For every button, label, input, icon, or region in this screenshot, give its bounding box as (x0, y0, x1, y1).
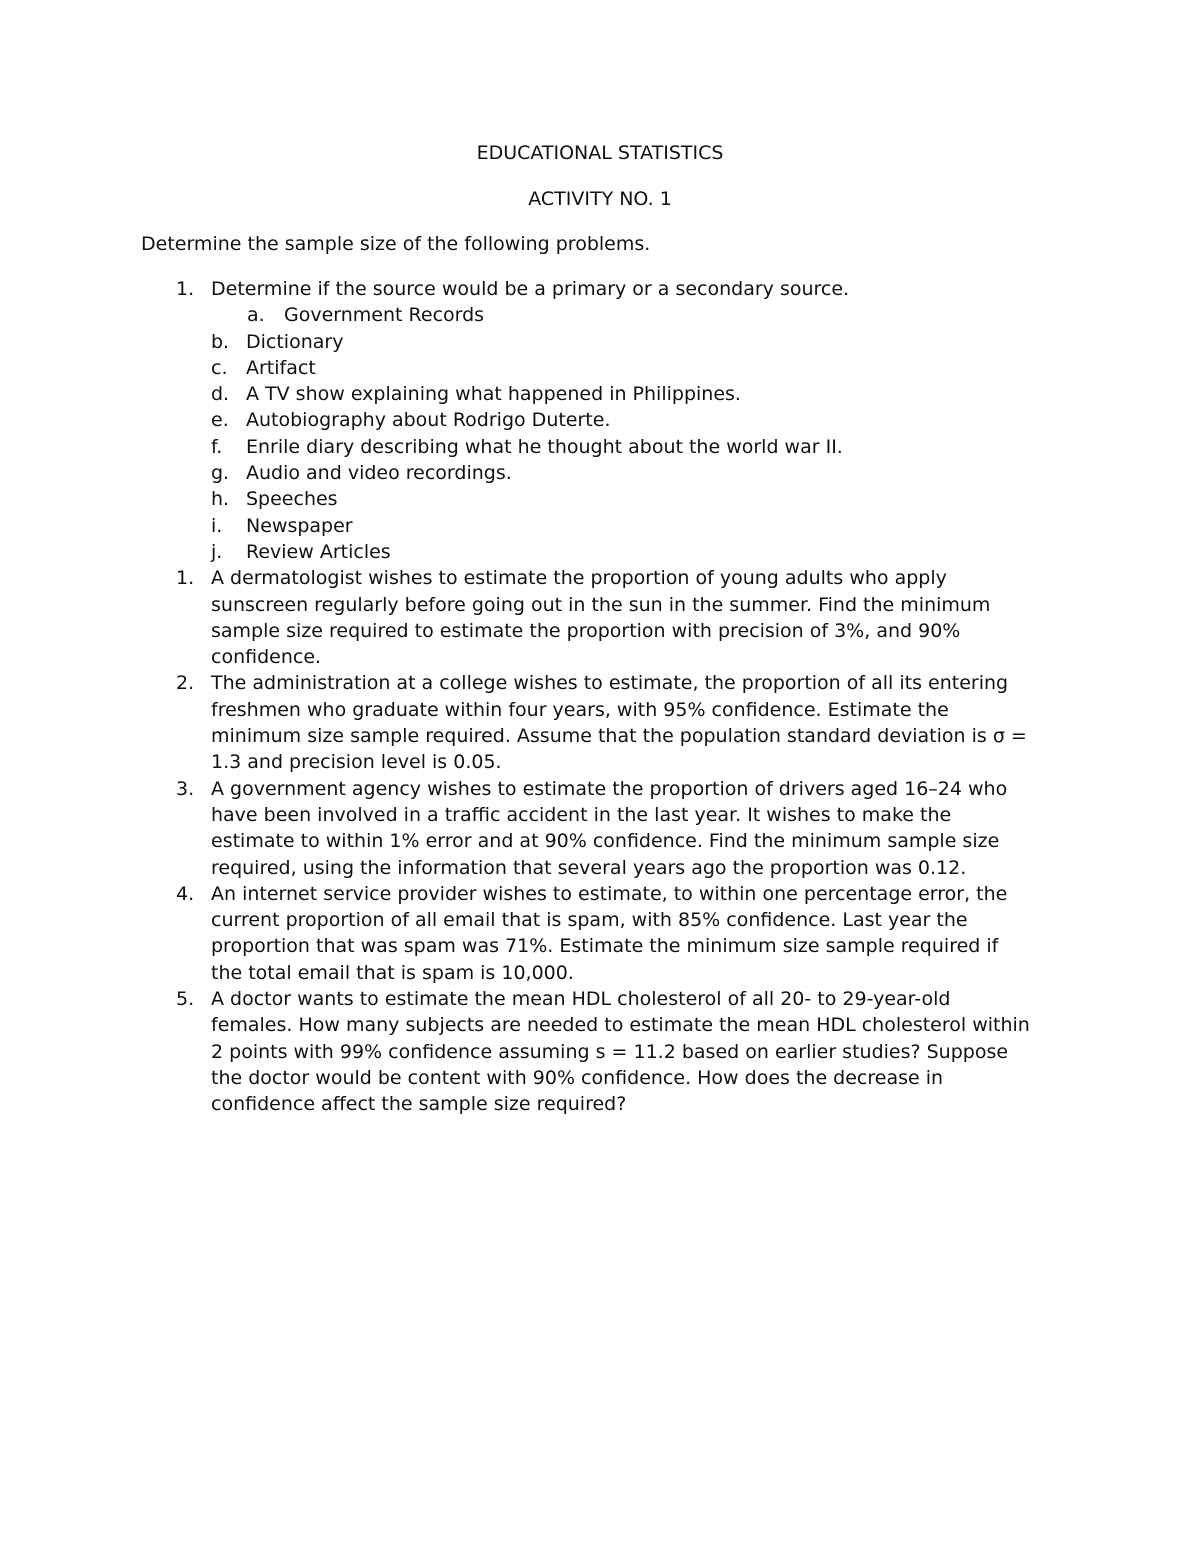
list-item (0, 276, 1200, 302)
sub-item-text: Audio and video recordings. (246, 462, 512, 485)
problem-text (211, 565, 1061, 670)
sub-item-letter: j. (211, 540, 223, 563)
problem-line: confidence affect the sample size required? (211, 1093, 627, 1116)
problem-item (0, 670, 1200, 775)
sub-item-text: Newspaper (246, 514, 353, 537)
sub-item-letter: e. (211, 409, 229, 432)
sub-item-letter: h. (211, 488, 230, 511)
problem-line: A doctor wants to estimate the mean HDL cholesterol of all 20- to 29-year-old (211, 988, 951, 1011)
problem-line: freshmen who graduate within four years, with 95% confidence. Estimate the (211, 698, 949, 721)
activity-list (0, 276, 1200, 1118)
problem-number: 4. (176, 882, 195, 905)
problem-line: 2 points with 99% confidence assuming s = 11.2 based on earlier studies? Suppose (211, 1040, 1009, 1063)
problem-text (211, 986, 1061, 1117)
problem-text (211, 881, 1061, 986)
sub-list-item (0, 513, 1200, 539)
sub-list-item (0, 434, 1200, 460)
sub-item-letter: d. (211, 383, 230, 406)
problem-item (0, 565, 1200, 670)
problem-item (0, 881, 1200, 986)
sub-item-text: Artifact (246, 356, 316, 379)
problem-number: 1. (176, 567, 195, 590)
activity-number: ACTIVITY NO. 1 (528, 188, 672, 210)
sub-list-item (0, 486, 1200, 512)
problem-line: have been involved in a traffic accident in the last year. It wishes to make the (211, 803, 952, 826)
problem-item (0, 776, 1200, 881)
problem-line: The administration at a college wishes to estimate, the proportion of all its entering (211, 672, 1009, 695)
sub-list-item (0, 302, 1200, 328)
problem-text (211, 776, 1061, 881)
sub-list-item (0, 381, 1200, 407)
problem-line: required, using the information that several years ago the proportion was 0.12. (211, 856, 967, 879)
sub-list-item (0, 329, 1200, 355)
sub-item-letter: i. (211, 514, 223, 537)
sub-item-text: Review Articles (246, 540, 391, 563)
sub-item-text: Government Records (284, 304, 485, 327)
sub-item-text: A TV show explaining what happened in Philippines. (246, 383, 741, 406)
sub-item-letter: c. (211, 356, 228, 379)
problem-line: 1.3 and precision level is 0.05. (211, 751, 502, 774)
problem-number: 5. (176, 988, 195, 1011)
problem-line: proportion that was spam was 71%. Estimate the minimum size sample required if (211, 935, 999, 958)
sub-item-text: Dictionary (246, 330, 344, 353)
sub-item-letter: f. (211, 435, 223, 458)
sub-item-text: Enrile diary describing what he thought about the world war II. (246, 435, 843, 458)
problem-line: An internet service provider wishes to estimate, to within one percentage error, the (211, 882, 1008, 905)
problem-line: estimate to within 1% error and at 90% confidence. Find the minimum sample size (211, 830, 1000, 853)
problem-text (211, 670, 1061, 775)
sub-item-letter: b. (211, 330, 230, 353)
document-title: EDUCATIONAL STATISTICS (476, 142, 724, 164)
instruction-text: Determine the sample size of the following problems. (141, 233, 651, 255)
problem-number: 3. (176, 777, 195, 800)
sub-list-item (0, 407, 1200, 433)
sub-item-letter: g. (211, 462, 230, 485)
sub-item-text: Autobiography about Rodrigo Duterte. (246, 409, 611, 432)
sub-list-item (0, 355, 1200, 381)
problem-line: sunscreen regularly before going out in the sun in the summer. Find the minimum (211, 593, 991, 616)
problem-line: minimum size sample required. Assume that the population standard deviation is σ = (211, 725, 1027, 748)
problem-line: confidence. (211, 646, 322, 669)
sub-list-item (0, 460, 1200, 486)
problem-line: the doctor would be content with 90% confidence. How does the decrease in (211, 1066, 944, 1089)
sub-item-letter: a. (247, 304, 265, 327)
problem-line: A dermatologist wishes to estimate the proportion of young adults who apply (211, 567, 947, 590)
problem-line: females. How many subjects are needed to estimate the mean HDL cholesterol within (211, 1014, 1030, 1037)
problem-item (0, 986, 1200, 1117)
item-number: 1. (176, 278, 195, 300)
problem-line: A government agency wishes to estimate the proportion of drivers aged 16–24 who (211, 777, 1008, 800)
problem-line: sample size required to estimate the proportion with precision of 3%, and 90% (211, 619, 961, 642)
problem-number: 2. (176, 672, 195, 695)
sub-list-item (0, 539, 1200, 565)
item-text: Determine if the source would be a primary or a secondary source. (211, 278, 850, 300)
problem-line: the total email that is spam is 10,000. (211, 961, 574, 984)
sub-item-text: Speeches (246, 488, 338, 511)
problem-line: current proportion of all email that is spam, with 85% confidence. Last year the (211, 909, 968, 932)
